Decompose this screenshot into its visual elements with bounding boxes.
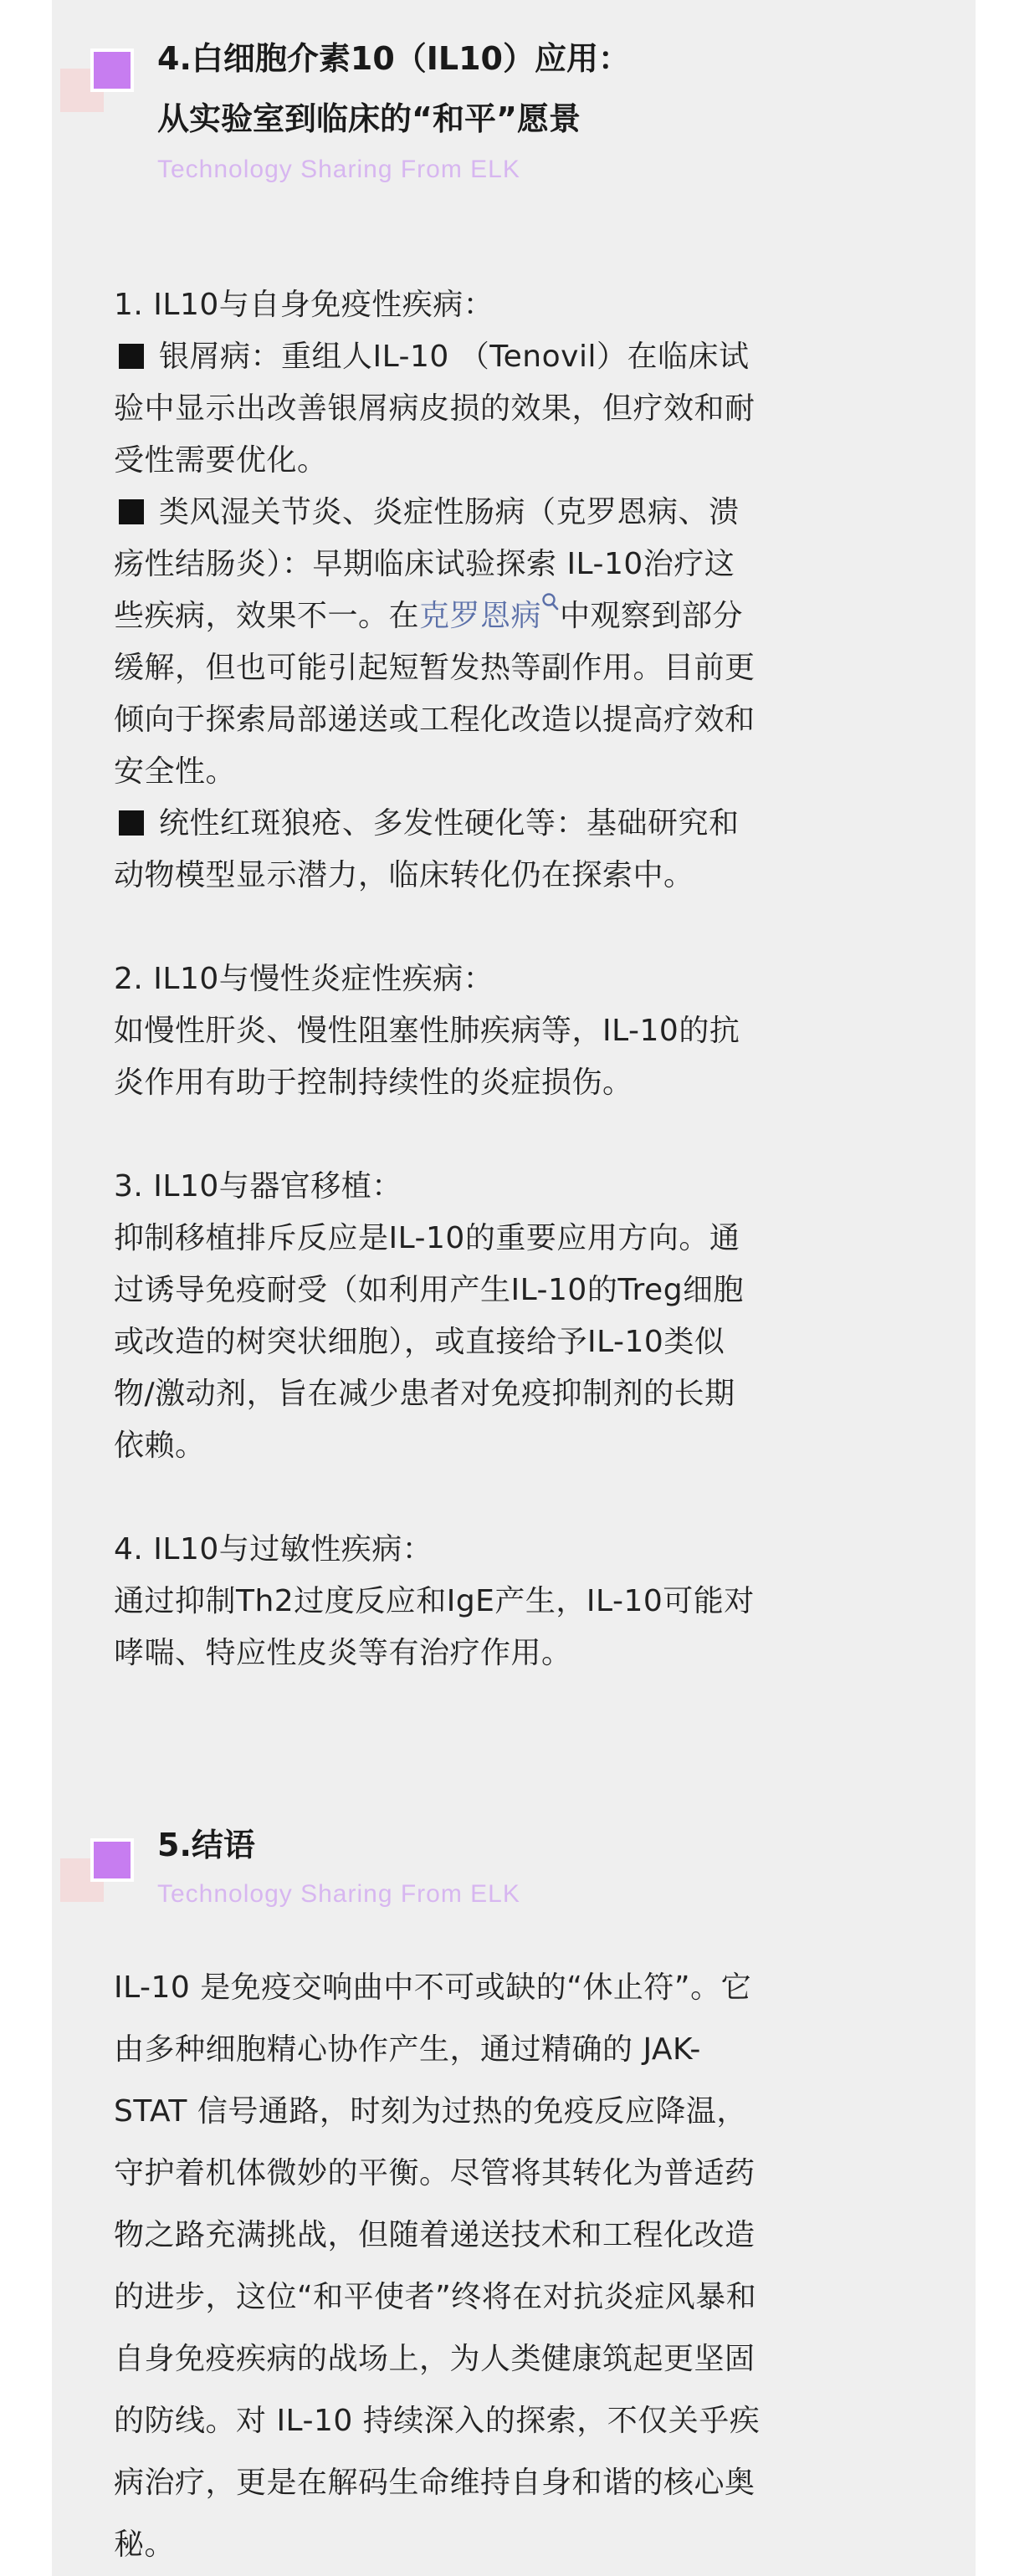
search-icon[interactable] — [541, 592, 560, 614]
bullet-square-icon — [119, 810, 144, 836]
item-2-heading: 2. IL10与慢性炎症性疾病： — [114, 962, 494, 996]
list-item: 类风湿关节炎、炎症性肠病（克罗恩病、溃 — [114, 487, 917, 539]
item-3-heading: 3. IL10与器官移植： — [114, 1169, 402, 1204]
section-5-title: 5.结语 — [157, 1827, 255, 1863]
crohns-disease-link[interactable]: 克罗恩病 — [419, 599, 542, 633]
section-5-subtitle: Technology Sharing From ELK — [157, 1880, 520, 1908]
section-4-title-line2: 从实验室到临床的“和平”愿景 — [157, 100, 581, 137]
section-4-subtitle: Technology Sharing From ELK — [157, 156, 520, 183]
section-4-title-line1: 4.白细胞介素10（IL10）应用： — [157, 40, 630, 77]
heading-decor-purple — [90, 1838, 134, 1882]
item-4-heading: 4. IL10与过敏性疾病： — [114, 1532, 433, 1567]
list-item: 统性红斑狼疮、多发性硬化等：基础研究和 — [114, 798, 917, 850]
item-1-heading: 1. IL10与自身免疫性疾病： — [114, 288, 494, 322]
bullet-square-icon — [119, 499, 144, 524]
section-4-body: 1. IL10与自身免疫性疾病： 银屑病：重组人IL-10 （Tenovil）在临床试 验中显示出改善银屑病皮损的效果，但疗效和耐 受性需要优化。 类风湿关节炎、炎症性肠病（克罗恩病、溃 疡性结肠炎）：早期临床试验探索 IL-10治疗这 些疾病，效果不一。在克罗恩病 中观察到部分 缓解，但也可能引起短暂发热等副作用。目前更 倾向于探索局部递送或工程化改造以提高疗效和 安全性。 统性红斑狼疮、多发性硬化等：基础研究和 动物模型显示潜力，临床转化仍在探索中。 2. IL10与慢性炎症性疾病： 如慢性肝炎、慢性阻塞性肺疾病等，IL-10的抗 炎作用有助于控制持续性的炎症损伤。 3. IL10与器官移植： 抑制移植排斥反应是IL-10的重要应用方向。通 过诱导免疫耐受（如利用产生IL-10的Treg细胞 或改造的树突状细胞），或直接给予IL-10类似 物/激动剂，旨在减少患者对免疫抑制剂的长期 依赖。 4. IL10与过敏性疾病： 通过抑制Th2过度反应和IgE产生，IL-10可能对 哮喘、特应性皮炎等有治疗作用。 — [114, 279, 917, 1679]
list-item: 银屑病：重组人IL-10 （Tenovil）在临床试 — [114, 331, 917, 383]
section-5-body: IL-10 是免疫交响曲中不可或缺的“休止符”。它 由多种细胞精心协作产生，通过精确的 JAK- STAT 信号通路，时刻为过热的免疫反应降温， 守护着机体微妙的平衡。尽管将其转化为普适药 物之路充满挑战，但随着递送技术和工程化改造 的进步，这位“和平使者”终将在对抗炎症风暴和 自身免疫疾病的战场上，为人类健康筑起更坚固 的防线。对 IL-10 持续深入的探索，不仅关乎疾 病治疗，更是在解码生命维持自身和谐的核心奥 秘。 — [114, 1970, 761, 2562]
heading-decor-purple — [90, 49, 134, 92]
article-page — [52, 0, 976, 2576]
bullet-square-icon — [119, 344, 144, 369]
